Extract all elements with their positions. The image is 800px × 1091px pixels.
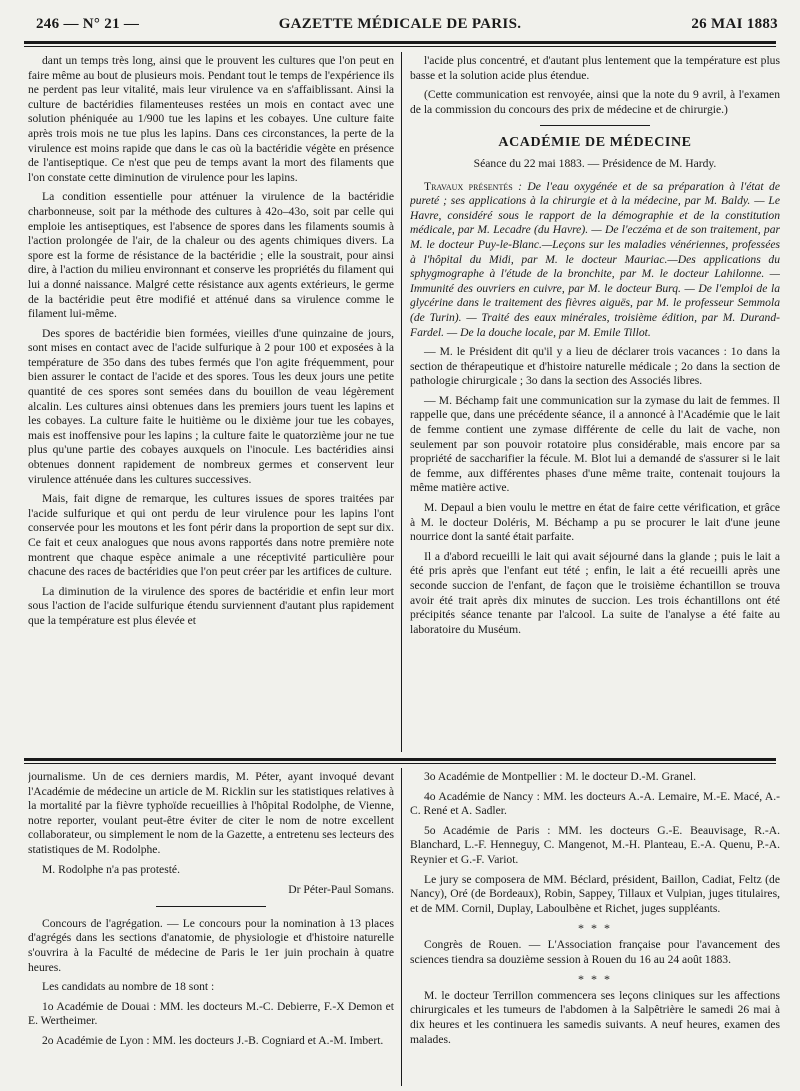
paragraph: dant un temps très long, ainsi que le prouvent les cultures que l'on peut en faire même au bout de plusieurs mois. Pendant tout le temps de l'expérience ils ne perdent pas leur vitalité, mais leur virulence va en s'affaiblissant. Ainsi la culture de bactéridies filamenteuses restées un mois en contact avec une solution phéniquée au 1/900 tue les lapins et les cobayes. Une culture faite après trois mois ne tue plus les lapins. Dans ces circonstances, la perte de la virulence est moins rapide que dans le cas où la bactéridie végète en présence de l'antiseptique. Ce n'est que peu de temps avant la mort des filaments que l'on constate cette diminution de virulence pour les lapins. bbox=[28, 54, 394, 184]
header-rule bbox=[24, 41, 776, 44]
signature: Dr Péter-Paul Somans. bbox=[288, 883, 394, 897]
stars-separator: * * * bbox=[578, 921, 612, 936]
bottom-right-column bbox=[410, 770, 780, 1086]
section-separator bbox=[540, 125, 650, 126]
column-divider-top bbox=[401, 52, 402, 752]
section-separator bbox=[156, 906, 266, 907]
paragraph: Mais, fait digne de remarque, les cultures issues de spores traitées par l'acide sulfurique et qui ont perdu de leur virulence pour les lapins l'ont conservée pour les moutons et les font périr dans la proportion de sept sur dix. Ce fait et ceux analogues que nous avons rapportés dans notre première note montrent que chaque espèce animale a une réceptivité particulière pour chacune des races de bactéridies que l'on peut créer par les artifices de culture. bbox=[28, 492, 394, 579]
journal-title: GAZETTE MÉDICALE DE PARIS. bbox=[278, 16, 522, 32]
paragraph: Il a d'abord recueilli le lait qui avait séjourné dans la glande ; puis le lait a été pris après que l'enfant eut tété ; enfin, le lait a été recueilli après une seconde succion de l'enfant, de façon que le troisième échantillon se trouva avoir été trait après dix minutes de succion. Les trois échantillons ont été précipités séance tenante par l'alcool. La suite de l'analyse a été faite au laboratoire du Muséum. bbox=[410, 549, 780, 636]
mid-rule bbox=[24, 758, 776, 761]
paragraph: journalisme. Un de ces derniers mardis, M. Péter, ayant invoqué devant l'Académie de médecine un article de M. Ricklin sur les statistiques relatives à la mortalité par la fièvre typhoïde recueillies à l'hôpital Rodolphe, de Vienne, notre reporter, voulant peut-être éviter de citer le nom de notre excellent collaborateur, ou simplement le nom de la Gazette, a entretenu ses lecteurs des statistiques de M. Rodolphe. bbox=[28, 770, 394, 856]
travaux-paragraph bbox=[410, 180, 780, 341]
concours-paragraph: Concours de l'agrégation. — Le concours pour la nomination à 13 places d'agrégés dans les sections d'anatomie, de physiologie et d'histoire naturelle s'ouvrira à la Faculté de médecine de Paris le 1er juin prochain à quatre heures. bbox=[28, 916, 394, 974]
paragraph: 1o Académie de Douai : MM. les docteurs M.-C. Debierre, F.-X Demon et E. Wertheimer. bbox=[28, 999, 394, 1028]
paragraph: l'acide plus concentré, et d'autant plus lentement que la température est plus basse et la solution acide plus étendue. bbox=[410, 54, 780, 82]
president-paragraph: — M. le Président dit qu'il y a lieu de déclarer trois vacances : 1o dans la section de thérapeutique et d'histoire naturelle médicale ; 2o dans la section de pathologie chirurgicale ; 3o dans la section des Associés libres. bbox=[410, 345, 780, 388]
page-number: 246 — N° 21 — bbox=[36, 16, 140, 32]
top-left-column bbox=[28, 54, 394, 752]
paragraph: 4o Académie de Nancy : MM. les docteurs A.-A. Lemaire, M.-E. Macé, A.-C. René et A. Sadler. bbox=[410, 789, 780, 818]
paragraph: (Cette communication est renvoyée, ainsi que la note du 9 avril, à l'examen de la commission du concours des prix de médecine et de chirurgie.) bbox=[410, 88, 780, 116]
page-header bbox=[22, 10, 778, 36]
paragraph: M. Depaul a bien voulu le mettre en état de faire cette vérification, et grâce à M. le docteur Doléris, M. Béchamp a pu se procurer le lait d'une jeune nourrice dont la santé était parfaite. bbox=[410, 501, 780, 544]
paragraph: — M. Béchamp fait une communication sur la zymase du lait de femmes. Il rappelle que, dans une précédente séance, il a annoncé à l'Académie que le lait de femme contient une zymase différente de celle du lait de vache, non seulement par son pouvoir rotatoire plus considérable, mais encore par sa propriété de saccharifier la fécule. M. Blot lui a demandé de s'assurer si le lait de femme, aux différentes phases d'une même traite, contenait toujours la même matière active. bbox=[410, 393, 780, 495]
paragraph: M. le docteur Terrillon commencera ses leçons cliniques sur les affections chirurgicales et les tumeurs de l'abdomen à la Salpêtrière le samedi 26 mai à dix heures et les continuera les samedis suivants. A neuf heures, examen des malades. bbox=[410, 988, 780, 1046]
paragraph: Le jury se composera de MM. Béclard, président, Baillon, Cadiat, Feltz (de Nancy), Oré (de Bordeaux), Robin, Sappey, Tillaux et Vulpian, juges titulaires, et de MM. Cornil, Duplay, Laboulbène et Richet, juges suppléants. bbox=[410, 872, 780, 915]
bottom-left-column bbox=[28, 770, 394, 1086]
paragraph: Les candidats au nombre de 18 sont : bbox=[42, 980, 215, 994]
section-heading: ACADÉMIE DE MÉDECINE bbox=[498, 135, 692, 151]
paragraph: La diminution de la virulence des spores de bactéridie et enfin leur mort sous l'action de l'acide sulfurique étendu surviennent d'autant plus rapidement que la température est plus élevée et bbox=[28, 584, 394, 627]
paragraph: M. Rodolphe n'a pas protesté. bbox=[42, 862, 180, 876]
top-right-column bbox=[410, 54, 780, 752]
paragraph: La condition essentielle pour atténuer la virulence de la bactéridie charbonneuse, soit par la méthode des cultures à 42o–43o, soit par celle qui emploie les antiseptiques, est l'absence de spores dans les filaments soumis à l'action prolongée de l'air, de la chaleur ou des agents chimiques divers. La spore est la forme de résistance de la bactéridie ; elle la soustrait, pour ainsi dire, à l'action du milieu environnant et conserve les propriétés du filament qui lui a donné naissance. Malgré cette résistance aux agents extérieurs, le germe de la bactéridie peut être modifié et atténué dans sa virulence comme le filament lui-même. bbox=[28, 190, 394, 321]
travaux-text: : De l'eau oxygénée et de sa préparation à l'état de pureté ; ses applications à la chirurgie et à la médecine, par M. Baldy. — Le Havre, considéré sous le rapport de la démographie et de la constitution médicale, par M. Lecadre (du Havre). — De l'eczéma et de son traitement, par M. le docteur Puy-le-Blanc.—Leçons sur les maladies vénériennes, professées à l'hôpital du Midi, par M. le docteur Mauriac.—Des applications du sphygmographe à l'étude de la bronchite, par M. le docteur Lahilonne. —Immunité des ouvriers en cuivre, par M. le docteur Burq. — De l'emploi de la glycérine dans le traitement des fièvres aiguës, par M. le professeur Semmola (de Turin). — Traité des eaux minérales, troisième édition, par M. Durand-Fardel. — De la douche locale, par M. Emile Tillot. bbox=[410, 179, 780, 339]
column-divider-bottom bbox=[401, 768, 402, 1086]
paragraph: 2o Académie de Lyon : MM. les docteurs J.-B. Cogniard et A.-M. Imbert. bbox=[42, 1033, 384, 1047]
stars-separator: * * * bbox=[578, 972, 612, 987]
seance-line: Séance du 22 mai 1883. — Présidence de M. Hardy. bbox=[473, 156, 717, 170]
mid-rule-thin bbox=[24, 763, 776, 764]
header-rule-thin bbox=[24, 46, 776, 47]
travaux-label: Travaux présentés bbox=[424, 179, 513, 193]
issue-date: 26 MAI 1883 bbox=[691, 16, 778, 32]
paragraph: 5o Académie de Paris : MM. les docteurs G.-E. Beauvisage, R.-A. Blanchard, L.-F. Henneguy, C. Mangenot, M.-H. Planteau, E.-A. Quenu, P.-A. Reynier et G.-F. Variot. bbox=[410, 823, 780, 866]
congres-paragraph: Congrès de Rouen. — L'Association française pour l'avancement des sciences tiendra sa douzième session à Rouen du 16 au 24 août 1883. bbox=[410, 937, 780, 966]
paragraph: Des spores de bactéridie bien formées, vieilles d'une quinzaine de jours, sont mises en contact avec de l'acide sulfurique à 2 pour 100 et exposées à la température de 35o dans des tubes fermés que l'on agite fréquemment, pour bien assurer le contact de l'acide et des spores. Tous les deux jours une petite quantité de ces spores sont semées dans du bouillon de veau légèrement alcalin. Les cultures ainsi obtenues dans les premiers jours tuent les lapins et les cobayes. La culture faite le huitième ou le dixième jour tue les cobayes, mais est inoffensive pour les lapins ; la culture faite le quatorzième jour ne tue plus qu'une partie des cobayes auxquels on l'inocule. Les bactéridies ainsi obtenues donnent rapidement de nombreux germes et conservent leur virulence atténuée dans les cultures successives. bbox=[28, 326, 394, 486]
paragraph: 3o Académie de Montpellier : M. le docteur D.-M. Granel. bbox=[424, 770, 697, 783]
